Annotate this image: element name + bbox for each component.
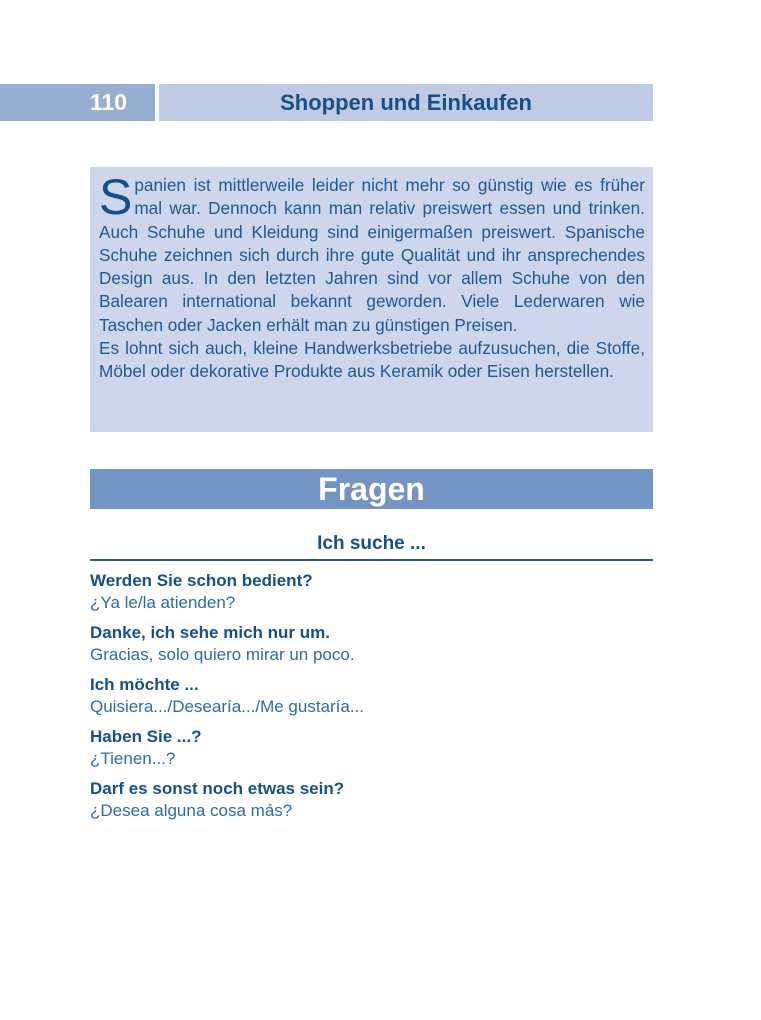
phrase-item <box>90 674 653 718</box>
phrase-german: Haben Sie ...? <box>90 727 202 746</box>
intro-box <box>90 167 653 432</box>
phrase-item <box>90 570 653 614</box>
phrase-item <box>90 622 653 666</box>
dropcap: S <box>99 169 133 225</box>
phrase-spanish: Quisiera.../Desearía.../Me gustaría... <box>90 697 365 716</box>
phrase-german: Danke, ich sehe mich nur um. <box>90 623 330 642</box>
intro-paragraph-1-text: panien ist mittlerweile leider nicht mehr so günstig wie es früher mal war. Dennoch kann man relativ preiswert essen und trinken. Auch Schuhe und Kleidung sind einigermaßen preiswert. Spanische Schuhe zeichnen sich durch ihre gute Qualität und ihr ansprechendes Design aus. In den letzten Jahren sind vor allem Schuhe von den Balearen international bekannt geworden. Viele Lederwaren wie Taschen oder Jacken erhält man zu günstigen Preisen. <box>99 175 645 335</box>
phrase-item <box>90 726 653 770</box>
phrase-spanish: ¿Tienen...? <box>90 749 176 768</box>
section-title: Fragen <box>90 469 653 509</box>
phrase-spanish: Gracias, solo quiero mirar un poco. <box>90 645 355 664</box>
intro-paragraph-1 <box>99 169 645 337</box>
phrase-item <box>90 778 653 822</box>
subheading: Ich suche ... <box>90 533 653 561</box>
phrase-german: Darf es sonst noch etwas sein? <box>90 779 345 798</box>
phrase-german: Ich möchte ... <box>90 675 199 694</box>
page-number: 110 <box>0 84 155 121</box>
phrase-list <box>90 570 653 830</box>
chapter-title: Shoppen und Einkaufen <box>159 84 653 121</box>
phrase-spanish: ¿Desea alguna cosa más? <box>90 801 293 820</box>
phrase-german: Werden Sie schon bedient? <box>90 571 313 590</box>
intro-paragraph-2: Es lohnt sich auch, kleine Handwerksbetriebe aufzusuchen, die Stoffe, Möbel oder dekorative Produkte aus Keramik oder Eisen herstellen. <box>99 338 645 382</box>
phrase-spanish: ¿Ya le/la atienden? <box>90 593 236 612</box>
